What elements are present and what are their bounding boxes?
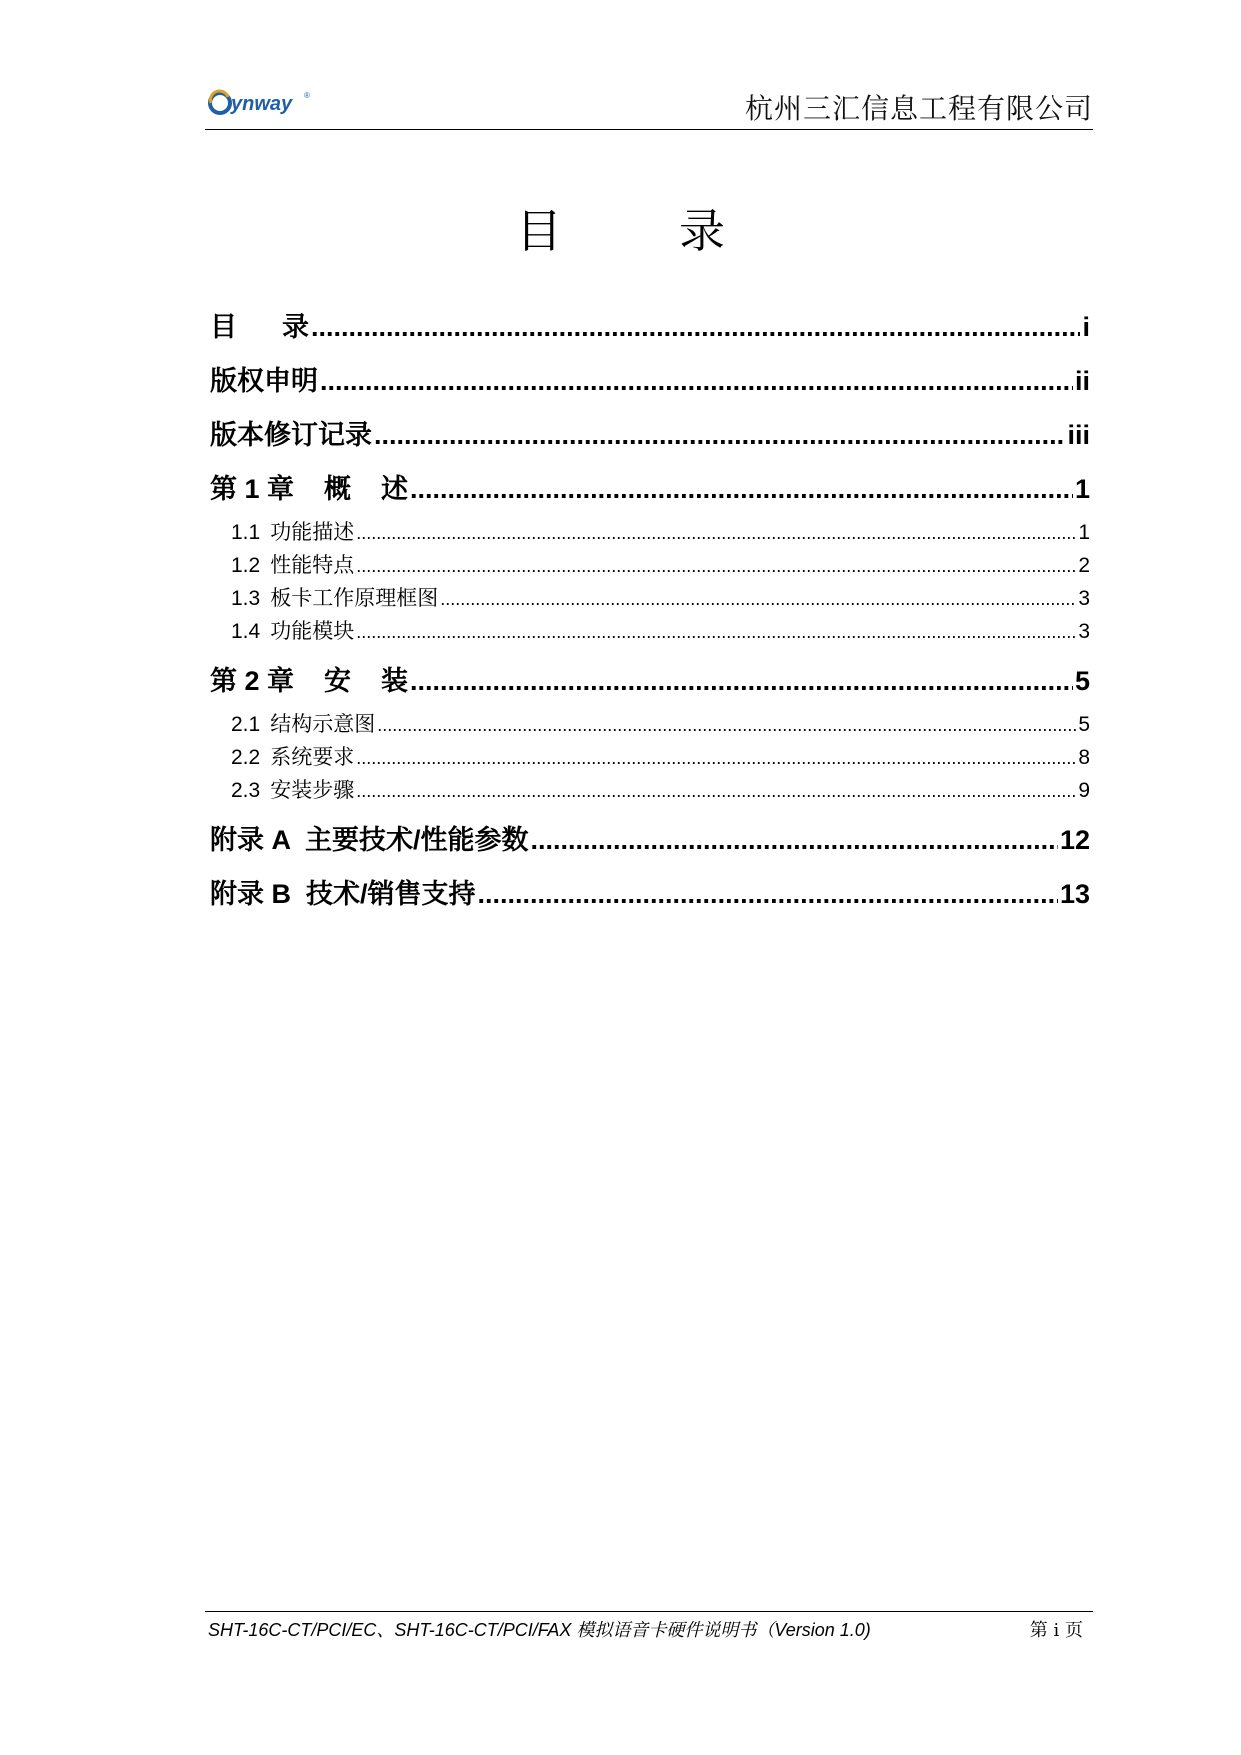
toc-page-number: 12: [1059, 825, 1090, 855]
toc-leader-dots: [311, 300, 1080, 354]
toc-entry-label: [231, 549, 354, 582]
toc-section-number: 1.2: [231, 554, 261, 577]
toc-entry-label: 版本修订记录: [210, 420, 372, 450]
toc-entry-label: 第 1 章 概 述: [210, 474, 409, 504]
toc-page-number: 8: [1078, 746, 1090, 769]
registered-mark: ®: [304, 91, 310, 100]
toc-page-number: 3: [1078, 587, 1090, 610]
toc-page-number: 1: [1078, 521, 1090, 544]
toc-leader-dots: [356, 616, 1076, 649]
toc-leader-dots: [377, 709, 1076, 742]
toc-entry-label: [231, 582, 438, 615]
toc-entry-section[interactable]: [210, 582, 1090, 615]
logo-wordmark: ynway: [231, 93, 293, 115]
toc-entry-chapter[interactable]: [210, 408, 1090, 462]
toc-entry-chapter[interactable]: [210, 654, 1090, 708]
toc-entry-label: 版权申明: [210, 366, 318, 396]
synway-logo: [208, 88, 320, 118]
toc-section-title: 功能描述: [270, 520, 355, 544]
toc-page-number: 5: [1078, 713, 1090, 736]
toc-section-title: 系统要求: [270, 745, 355, 769]
toc-section-number: 1.3: [231, 587, 261, 610]
toc-leader-dots: [478, 867, 1058, 921]
toc-entry-section[interactable]: [210, 741, 1090, 774]
toc-leader-dots: [410, 654, 1073, 708]
toc-leader-dots: [440, 583, 1076, 616]
synway-logo-icon: [208, 88, 320, 118]
toc-leader-dots: [410, 462, 1073, 516]
toc-entry-label: [231, 516, 354, 549]
toc-entry-section[interactable]: [210, 516, 1090, 549]
toc-entry-chapter[interactable]: [210, 300, 1090, 354]
toc-entry-label: 第 2 章 安 装: [210, 666, 409, 696]
toc-page-number: i: [1082, 312, 1090, 342]
toc-entry-label: [231, 774, 354, 807]
toc-leader-dots: [531, 813, 1058, 867]
toc-entry-chapter[interactable]: [210, 354, 1090, 408]
page-title: 目 录: [516, 204, 725, 258]
toc-entry-section[interactable]: [210, 615, 1090, 648]
toc-section-number: 2.2: [231, 746, 261, 769]
footer-document-title: SHT-16C-CT/PCI/EC、SHT-16C-CT/PCI/FAX 模拟语音卡硬件说明书（Version 1.0): [208, 1620, 871, 1640]
toc-page-number: 13: [1059, 879, 1090, 909]
toc-entry-chapter[interactable]: [210, 867, 1090, 921]
toc-section-number: 1.4: [231, 620, 261, 643]
toc-section-title: 板卡工作原理框图: [270, 586, 439, 610]
toc-entry-label: 目 录: [210, 312, 310, 342]
toc-entry-label: [231, 741, 354, 774]
toc-page-number: iii: [1067, 420, 1090, 450]
toc-page-number: 1: [1074, 474, 1090, 504]
toc-entry-chapter[interactable]: [210, 462, 1090, 516]
company-name: 杭州三汇信息工程有限公司: [744, 92, 1093, 125]
footer-page-number: 第 i 页: [1029, 1620, 1083, 1641]
toc-leader-dots: [320, 354, 1073, 408]
toc-section-title: 结构示意图: [270, 712, 376, 736]
toc-entry-label: 附录 B 技术/销售支持: [210, 879, 476, 909]
toc-leader-dots: [356, 550, 1076, 583]
toc-entry-section[interactable]: [210, 549, 1090, 582]
toc-entry-label: [231, 708, 375, 741]
toc-section-title: 性能特点: [270, 553, 355, 577]
toc-leader-dots: [374, 408, 1065, 462]
toc-entry-label: 附录 A 主要技术/性能参数: [210, 825, 529, 855]
toc-section-number: 1.1: [231, 521, 261, 544]
table-of-contents: [210, 300, 1090, 921]
toc-entry-chapter[interactable]: [210, 813, 1090, 867]
toc-page-number: 5: [1074, 666, 1090, 696]
toc-entry-section[interactable]: [210, 774, 1090, 807]
toc-section-number: 2.3: [231, 779, 261, 802]
header-divider: [205, 129, 1093, 130]
toc-page-number: 3: [1078, 620, 1090, 643]
toc-section-title: 安装步骤: [270, 778, 355, 802]
toc-section-number: 2.1: [231, 713, 261, 736]
toc-page-number: 9: [1078, 779, 1090, 802]
toc-page-number: ii: [1074, 366, 1090, 396]
footer-divider: [205, 1611, 1093, 1612]
toc-leader-dots: [356, 517, 1076, 550]
toc-section-title: 功能模块: [270, 619, 355, 643]
toc-page-number: 2: [1078, 554, 1090, 577]
toc-entry-label: [231, 615, 354, 648]
toc-leader-dots: [356, 742, 1076, 775]
toc-leader-dots: [356, 775, 1076, 808]
toc-entry-section[interactable]: [210, 708, 1090, 741]
